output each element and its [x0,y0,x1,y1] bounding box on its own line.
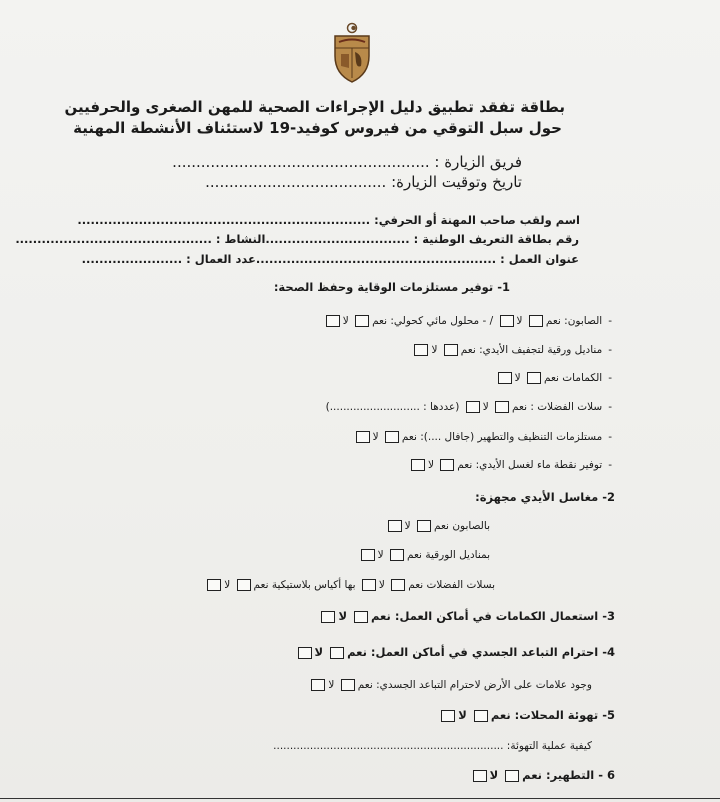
section-3-row [318,609,615,623]
floor-marks-label: وجود علامات على الأرض لاحترام التباعد الجسدي: نعم [357,679,592,691]
disinfection-yes-checkbox[interactable] [505,770,519,782]
section-1-heading: 1- توفير مستلزمات الوقاية وحفظ الصحة: [273,280,510,294]
cleaning-no-checkbox[interactable] [356,431,370,443]
ventilation-method-field[interactable]: كيفية عملية التهوئة: ..................................................................... [273,740,592,752]
masks-no-checkbox[interactable] [498,372,512,384]
ventilation-yes-checkbox[interactable] [474,710,488,722]
washbasin-paper-yes-checkbox[interactable] [390,549,404,561]
form-title-line1: بطاقة تفقد تطبيق دليل الإجراءات الصحية للمهن الصغرى والحرفيين [64,98,565,116]
floor-marks-yes-checkbox[interactable] [341,679,355,691]
section-6-row [470,768,615,782]
washbasin-bins-yes-checkbox[interactable] [391,579,405,591]
plastic-bags-no-checkbox[interactable] [207,579,221,591]
washbasin-bins-label: بسلات الفضلات نعم [408,579,495,591]
no-label: لا [427,459,434,471]
alcohol-no-label: لا [342,315,349,327]
alcohol-solution-label: / - محلول مائي كحولي: نعم [372,315,494,327]
alcohol-no-checkbox[interactable] [326,315,340,327]
washbasin-soap-no-checkbox[interactable] [388,520,402,532]
water-point-label: توفير نقطة ماء لغسل الأيدي: نعم [457,459,603,471]
plastic-bags-yes-checkbox[interactable] [237,579,251,591]
no-label: لا [372,431,379,443]
section-3-heading: 3- استعمال الكمامات في أماكن العمل: نعم [371,609,615,623]
masks-use-no-checkbox[interactable] [321,611,335,623]
plastic-bags-label: بها أكياس بلاستيكية نعم [253,579,356,591]
paper-towels-no-checkbox[interactable] [414,344,428,356]
no-label: لا [482,401,489,413]
floor-marks-row [308,679,592,691]
washbasin-bins-no-checkbox[interactable] [362,579,376,591]
masks-label: الكمامات نعم [543,372,603,384]
soap-no-checkbox[interactable] [500,315,514,327]
section-5-row [438,708,615,722]
soap-no-label: لا [516,315,523,327]
paper-towels-label: مناديل ورقية لتجفيف الأيدي: نعم [460,344,603,356]
no-label: لا [378,579,385,591]
distancing-no-checkbox[interactable] [298,647,312,659]
form-title-line2: حول سبل التوقي من فيروس كوفيد-19 لاستئناف الأنشطة المهنية [73,119,562,137]
bins-row: -سلات الفضلات : نعم لا (عددها : ...........................) [325,401,612,413]
no-label: لا [458,708,467,722]
masks-yes-checkbox[interactable] [527,372,541,384]
section-6-heading: 6 - التطهير: نعم [522,768,615,782]
section-2-heading: 2- مغاسل الأيدي مجهزة: [475,490,615,504]
floor-marks-no-checkbox[interactable] [311,679,325,691]
washbasin-paper-no-checkbox[interactable] [361,549,375,561]
cleaning-supplies-label: مستلزمات التنظيف والتطهير (جافال ....): نعم [401,431,603,443]
cleaning-yes-checkbox[interactable] [385,431,399,443]
alcohol-yes-checkbox[interactable] [355,315,369,327]
tunisia-coat-of-arms-logo [327,22,377,84]
no-label: لا [514,372,521,384]
soap-label: الصابون: نعم [545,315,603,327]
washbasin-bins-row [204,579,495,591]
visit-team-field[interactable]: فريق الزيارة : ...................................................... [172,153,522,171]
no-label: لا [328,679,335,691]
distancing-yes-checkbox[interactable] [330,647,344,659]
masks-row: -الكمامات نعم لا [495,372,612,384]
address-workers-field[interactable]: عنوان العمل : .......................................................عدد العمال : ....................... [81,252,579,266]
paper-towels-yes-checkbox[interactable] [444,344,458,356]
no-label: لا [314,645,324,659]
bottom-edge-line [0,798,720,799]
bins-no-checkbox[interactable] [466,401,480,413]
water-point-row: -توفير نقطة ماء لغسل الأيدي: نعم لا [408,459,612,471]
disinfection-no-checkbox[interactable] [473,770,487,782]
no-label: لا [489,768,499,782]
owner-name-field[interactable]: اسم ولقب صاحب المهنة أو الحرفي: ................................................................... [77,213,580,227]
water-point-yes-checkbox[interactable] [440,459,454,471]
section-4-row [295,645,616,659]
paper-towels-row: -مناديل ورقية لتجفيف الأيدي: نعم لا [411,344,612,356]
bins-yes-checkbox[interactable] [495,401,509,413]
soap-row: -الصابون: نعم لا / - محلول مائي كحولي: نعم لا [323,315,612,327]
water-point-no-checkbox[interactable] [411,459,425,471]
bins-label: سلات الفضلات : نعم [512,401,603,413]
washbasin-soap-row [385,520,490,532]
section-5-heading: 5- تهوئة المحلات: نعم [490,708,615,722]
visit-date-field[interactable]: تاريخ وتوقيت الزيارة: ...................................... [205,173,522,191]
section-4-heading: 4- احترام التباعد الجسدي في أماكن العمل: نعم [347,645,615,659]
washbasin-soap-yes-checkbox[interactable] [417,520,431,532]
washbasin-paper-row [358,549,490,561]
soap-yes-checkbox[interactable] [529,315,543,327]
no-label: لا [404,520,411,532]
bins-count-field[interactable]: (عددها : ...........................) [325,401,460,413]
id-card-activity-field[interactable]: رقم بطاقة التعريف الوطنية : .................................النشاط : ............................................. [15,232,579,246]
no-label: لا [431,344,438,356]
washbasin-paper-label: بمناديل الورقية نعم [407,549,490,561]
cleaning-supplies-row: -مستلزمات التنظيف والتطهير (جافال ....): نعم لا [353,431,612,443]
washbasin-soap-label: بالصابون نعم [434,520,490,532]
no-label: لا [377,549,384,561]
ventilation-no-checkbox[interactable] [441,710,455,722]
masks-use-yes-checkbox[interactable] [354,611,368,623]
no-label: لا [224,579,231,591]
no-label: لا [338,609,348,623]
